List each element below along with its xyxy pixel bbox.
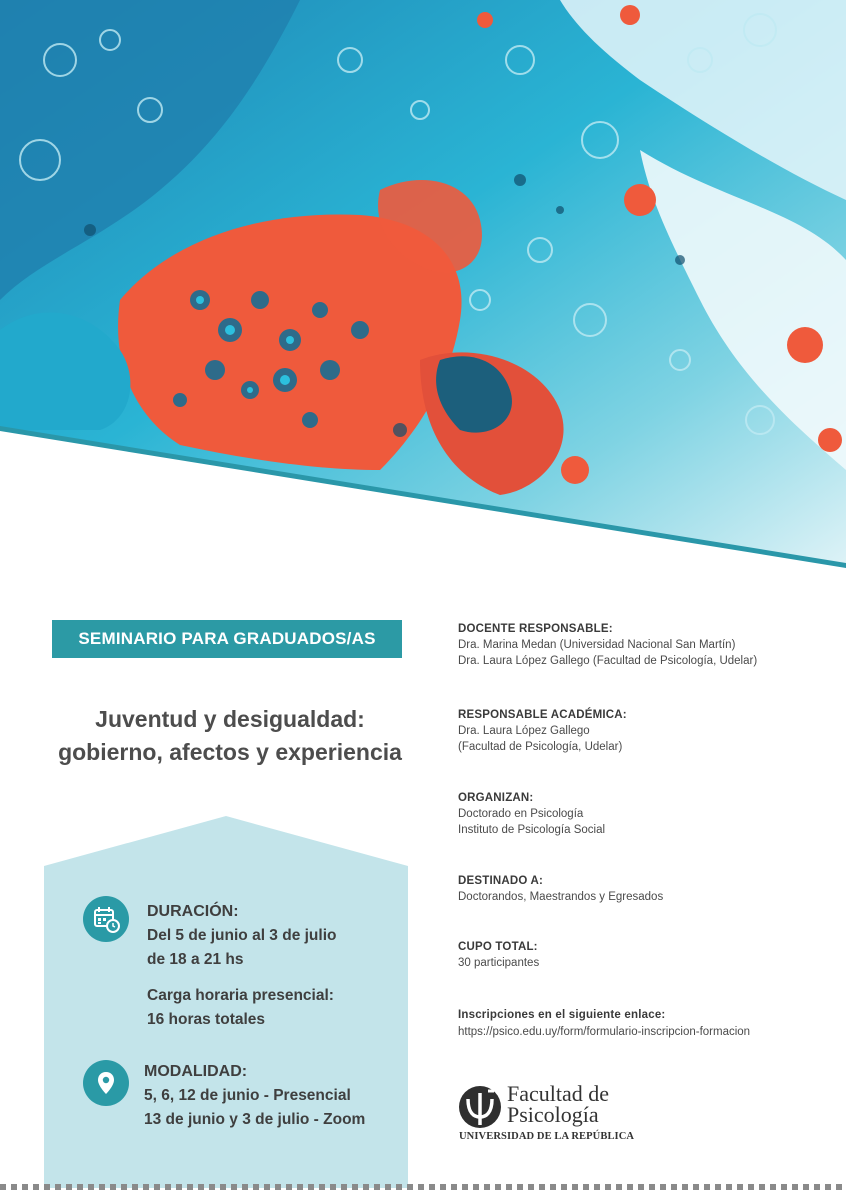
destinado-heading: DESTINADO A: (458, 875, 544, 887)
seminar-badge: SEMINARIO PARA GRADUADOS/AS (52, 620, 402, 658)
inscripciones-link[interactable]: https://psico.edu.uy/form/formulario-inscripcion-formacion (458, 1026, 751, 1038)
docente-heading: DOCENTE RESPONSABLE: (458, 623, 613, 635)
modality-line-2: 13 de junio y 3 de julio - Zoom (144, 1111, 366, 1128)
docente-section (458, 621, 757, 669)
docente-line-1: Dra. Marina Medan (Universidad Nacional San Martín) (458, 639, 736, 651)
logo-line-2: Psicología (507, 1102, 599, 1127)
inscripciones-heading: Inscripciones en el siguiente enlace: (458, 1009, 666, 1021)
destinado-section (458, 873, 663, 905)
duration-dates: Del 5 de junio al 3 de julio (147, 927, 337, 944)
organizan-line-2: Instituto de Psicología Social (458, 824, 606, 836)
calendar-clock-icon (83, 896, 129, 942)
organizan-heading: ORGANIZAN: (458, 792, 534, 804)
dotted-footer-line (0, 1184, 846, 1190)
academica-line-2: (Facultad de Psicología, Udelar) (458, 741, 623, 753)
duration-hours: de 18 a 21 hs (147, 951, 244, 968)
psi-logo-icon (458, 1085, 502, 1129)
workload-value: 16 horas totales (147, 1011, 266, 1028)
hero-fluid-art-image (0, 0, 846, 570)
modality-line-1: 5, 6, 12 de junio - Presencial (144, 1087, 351, 1104)
location-pin-icon (83, 1060, 129, 1106)
title-line-1: Juventud y desigualdad: (95, 706, 365, 732)
academica-heading: RESPONSABLE ACADÉMICA: (458, 709, 627, 721)
organizan-section (458, 790, 605, 838)
destinado-line-1: Doctorandos, Maestrandos y Egresados (458, 891, 664, 903)
cupo-section (458, 939, 539, 971)
duration-block (147, 900, 336, 1032)
workload-label: Carga horaria presencial: (147, 987, 334, 1004)
duration-heading: DURACIÓN: (147, 903, 239, 920)
facultad-psicologia-logo (458, 1083, 658, 1148)
modality-heading: MODALIDAD: (144, 1063, 248, 1080)
title-line-2: gobierno, afectos y experiencia (58, 739, 402, 765)
modality-block (144, 1060, 365, 1132)
logo-line-3: UNIVERSIDAD DE LA REPÚBLICA (459, 1131, 635, 1142)
academica-line-1: Dra. Laura López Gallego (458, 725, 590, 737)
seminar-title (30, 703, 430, 769)
docente-line-2: Dra. Laura López Gallego (Facultad de Psicología, Udelar) (458, 655, 758, 667)
inscripciones-section (458, 1007, 750, 1040)
cupo-heading: CUPO TOTAL: (458, 941, 538, 953)
cupo-line-1: 30 participantes (458, 957, 540, 969)
logo-line-1: Facultad de (507, 1081, 610, 1106)
organizan-line-1: Doctorado en Psicología (458, 808, 584, 820)
academica-section (458, 707, 627, 755)
